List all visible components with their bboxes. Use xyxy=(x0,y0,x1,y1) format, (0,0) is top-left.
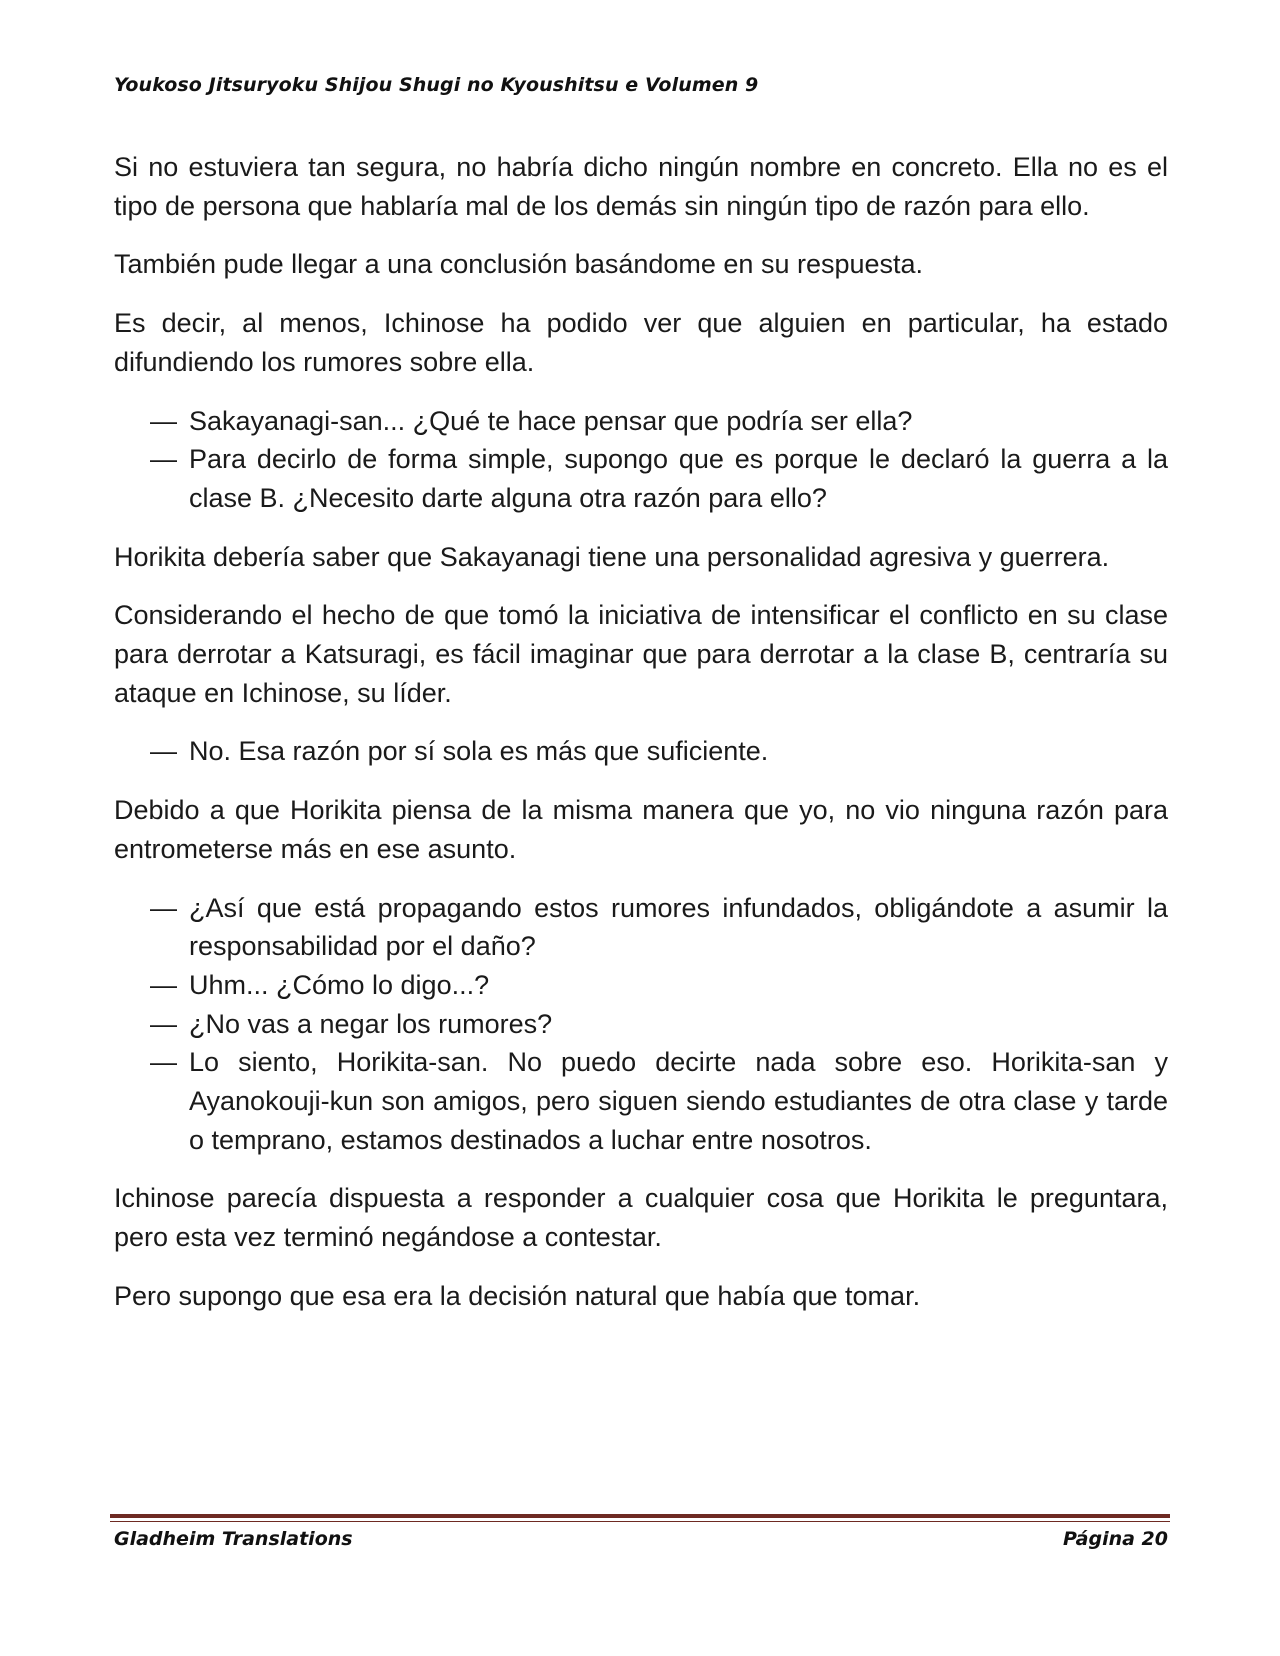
page-number: Página 20 xyxy=(1062,1528,1168,1550)
paragraph: Debido a que Horikita piensa de la misma manera que yo, no vio ninguna razón para entrometerse más en ese asunto. xyxy=(114,795,1168,864)
dialogue-dash: — xyxy=(150,444,177,475)
paragraph: Ichinose parecía dispuesta a responder a cualquier cosa que Horikita le preguntara, pero esta vez terminó negándose a contestar. xyxy=(114,1183,1168,1253)
dialogue-dash: — xyxy=(150,892,177,923)
footer-divider xyxy=(110,1514,1170,1518)
dialogue-line xyxy=(114,440,1168,517)
dialogue-text: Lo siento, Horikita-san. No puedo decirte nada sobre eso. Horikita-san y Ayanokouji-kun son amigos, pero siguen siendo estudiantes de otra clase y tarde o temprano, estamos destinados a luchar entre nosotros. xyxy=(189,1047,1168,1155)
dialogue-line xyxy=(114,1043,1168,1159)
dialogue-line xyxy=(114,732,1168,771)
dialogue-text: Uhm... ¿Cómo lo digo...? xyxy=(189,969,490,1000)
dialogue-dash: — xyxy=(150,1047,177,1078)
dialogue-block xyxy=(114,732,1168,771)
dialogue-line xyxy=(114,1005,1168,1044)
footer-divider-thin xyxy=(110,1521,1170,1522)
paragraph: Es decir, al menos, Ichinose ha podido ver que alguien en particular, ha estado difundiendo los rumores sobre ella. xyxy=(114,308,1168,377)
dialogue-line xyxy=(114,889,1168,966)
dialogue-line xyxy=(114,402,1168,441)
page-body xyxy=(114,148,1168,1336)
dialogue-dash: — xyxy=(150,405,177,436)
paragraph: Considerando el hecho de que tomó la iniciativa de intensificar el conflicto en su clase para derrotar a Katsuragi, es fácil imaginar que para derrotar a la clase B, centraría su ataque en Ichinose, su líder. xyxy=(114,600,1168,708)
dialogue-block xyxy=(114,889,1168,1160)
dialogue-dash: — xyxy=(150,1008,177,1039)
paragraph: Pero supongo que esa era la decisión natural que había que tomar. xyxy=(114,1280,921,1311)
dialogue-text: Sakayanagi-san... ¿Qué te hace pensar que podría ser ella? xyxy=(189,405,913,436)
dialogue-line xyxy=(114,966,1168,1005)
footer-publisher: Gladheim Translations xyxy=(114,1528,353,1550)
dialogue-text: ¿Así que está propagando estos rumores infundados, obligándote a asumir la responsabilidad por el daño? xyxy=(189,892,1168,962)
dialogue-dash: — xyxy=(150,736,177,767)
paragraph: Horikita debería saber que Sakayanagi tiene una personalidad agresiva y guerrera. xyxy=(114,541,1110,572)
dialogue-text: No. Esa razón por sí sola es más que suficiente. xyxy=(189,736,769,767)
dialogue-text: Para decirlo de forma simple, supongo que es porque le declaró la guerra a la clase B. ¿Necesito darte alguna otra razón para ello? xyxy=(189,444,1168,513)
dialogue-dash: — xyxy=(150,969,177,1000)
page-header-title: Youkoso Jitsuryoku Shijou Shugi no Kyoushitsu e Volumen 9 xyxy=(114,74,759,96)
dialogue-block xyxy=(114,402,1168,518)
paragraph: Si no estuviera tan segura, no habría dicho ningún nombre en concreto. Ella no es el tipo de persona que hablaría mal de los demás sin ningún tipo de razón para ello. xyxy=(114,152,1168,221)
dialogue-text: ¿No vas a negar los rumores? xyxy=(189,1008,553,1039)
paragraph: También pude llegar a una conclusión basándome en su respuesta. xyxy=(114,249,924,280)
